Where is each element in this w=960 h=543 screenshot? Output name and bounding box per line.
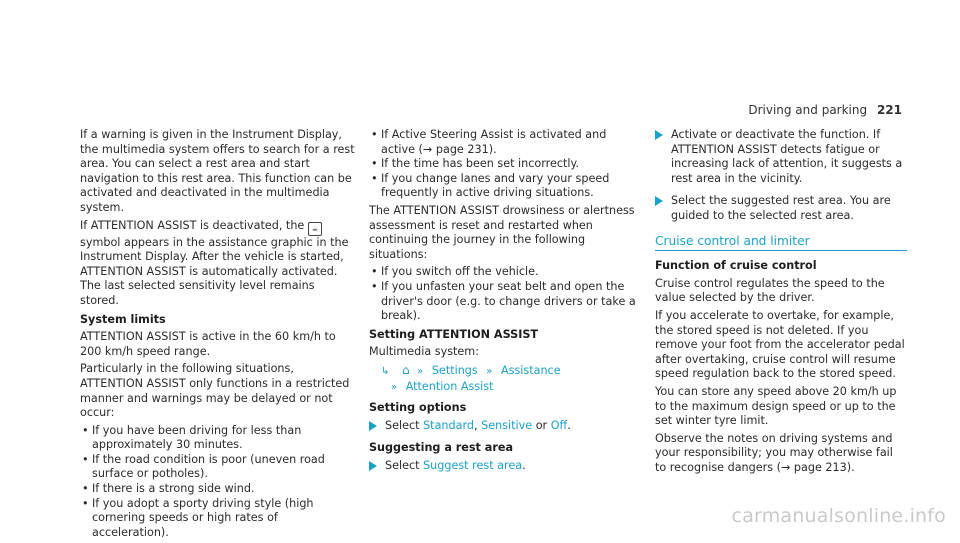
menu-attention-assist[interactable]: Attention Assist [405,379,494,393]
list-item: • If you change lanes and vary your speed frequently in active driving situations. [369,172,641,201]
heading-setting-options: Setting options [369,401,467,415]
option-off[interactable]: Off [550,418,568,432]
paragraph: Multimedia system: [369,345,479,359]
bullet-list [80,424,356,541]
heading-system-limits: System limits [80,312,166,326]
instruction-step: Select Suggest rest area. [369,459,641,474]
instruction-step: Select the suggested rest area. You are guided to the selected rest area. [655,194,907,223]
list-item: • If Active Steering Assist is activated and active (→ page 231). [369,128,641,157]
heading-suggesting-rest-area: Suggesting a rest area [369,441,513,455]
instruction-step: Activate or deactivate the function. If ATTENTION ASSIST detects fatigue or increasing lack of attention, it suggests a rest area in the vicinity. [655,128,907,186]
step-arrow-icon [655,130,663,140]
chevron-icon: » [417,365,424,377]
paragraph: If you accelerate to overtake, for example, the stored speed is not deleted. If you remove your foot from the accelerator pedal after overtaking, cruise control will resume speed regulation back to the stored speed. [655,308,905,381]
option-suggest-rest-area[interactable]: Suggest rest area [423,458,523,472]
paragraph: If ATTENTION ASSIST is deactivated, the ☕ symbol appears in the assistance graphic in the Instrument Display. After the vehicle is started, ATTENTION ASSIST is automatically activated. The last selected sensitivity level remains stored. [80,218,349,307]
paragraph: Particularly in the following situations, ATTENTION ASSIST only functions in a restricted manner and warnings may be delayed or not occur: [80,362,350,420]
attention-assist-off-icon: ☕ [308,222,322,236]
paragraph: Cruise control regulates the speed to the value selected by the driver. [655,276,885,305]
chevron-icon: » [486,365,493,377]
section-name: Driving and parking [748,103,868,117]
path-arrow-icon: ↳ [381,365,390,377]
step-arrow-icon [369,421,377,431]
menu-settings[interactable]: Settings [431,363,478,377]
paragraph: The ATTENTION ASSIST drowsiness or alertness assessment is reset and restarted when continuing the journey in the following situations: [369,203,635,261]
step-arrow-icon [369,461,377,471]
page-number: 221 [876,103,902,117]
page-header [748,103,902,117]
column-1 [80,128,356,543]
list-item: • If the time has been set incorrectly. [369,157,641,172]
bullet-list [369,265,641,323]
chevron-icon: » [391,381,398,393]
section-title-cruise-control: Cruise control and limiter [655,234,907,252]
list-item: • If you switch off the vehicle. [369,265,641,280]
paragraph: ATTENTION ASSIST is active in the 60 km/h to 200 km/h speed range. [80,330,336,358]
option-sensitive[interactable]: Sensitive [481,418,533,432]
menu-path-continued [369,380,641,396]
column-3 [655,128,907,478]
paragraph: If a warning is given in the Instrument Display, the multimedia system offers to search for a rest area. You can select a rest area and start navigation to this rest area. This function can be activated and deactivated in the multimedia system. [80,128,355,214]
watermark: carmanualsonline.info [731,505,946,527]
home-icon[interactable]: ⌂ [401,362,410,377]
list-item: • If you unfasten your seat belt and open the driver's door (e.g. to change drivers or take a break). [369,280,641,324]
list-item: • If there is a strong side wind. [80,482,356,497]
list-item: • If the road condition is poor (uneven road surface or potholes). [80,453,356,482]
list-item: • If you adopt a sporty driving style (high cornering speeds or high rates of acceleration). [80,497,356,541]
paragraph: You can store any speed above 20 km/h up to the maximum design speed or up to the set winter tyre limit. [655,384,897,428]
step-arrow-icon [655,196,663,206]
option-standard[interactable]: Standard [423,418,474,432]
menu-assistance[interactable]: Assistance [500,363,561,377]
instruction-step: Select Standard, Sensitive or Off. [369,419,641,434]
paragraph: Observe the notes on driving systems and your responsibility; you may otherwise fail to recognise dangers (→ page 213). [655,431,893,474]
column-2 [369,128,641,481]
list-item: • If you have been driving for less than approximately 30 minutes. [80,424,356,453]
bullet-list [369,128,641,201]
heading-function-cruise-control: Function of cruise control [655,259,817,273]
heading-setting-attention-assist: Setting ATTENTION ASSIST [369,327,539,341]
menu-path [369,363,641,380]
